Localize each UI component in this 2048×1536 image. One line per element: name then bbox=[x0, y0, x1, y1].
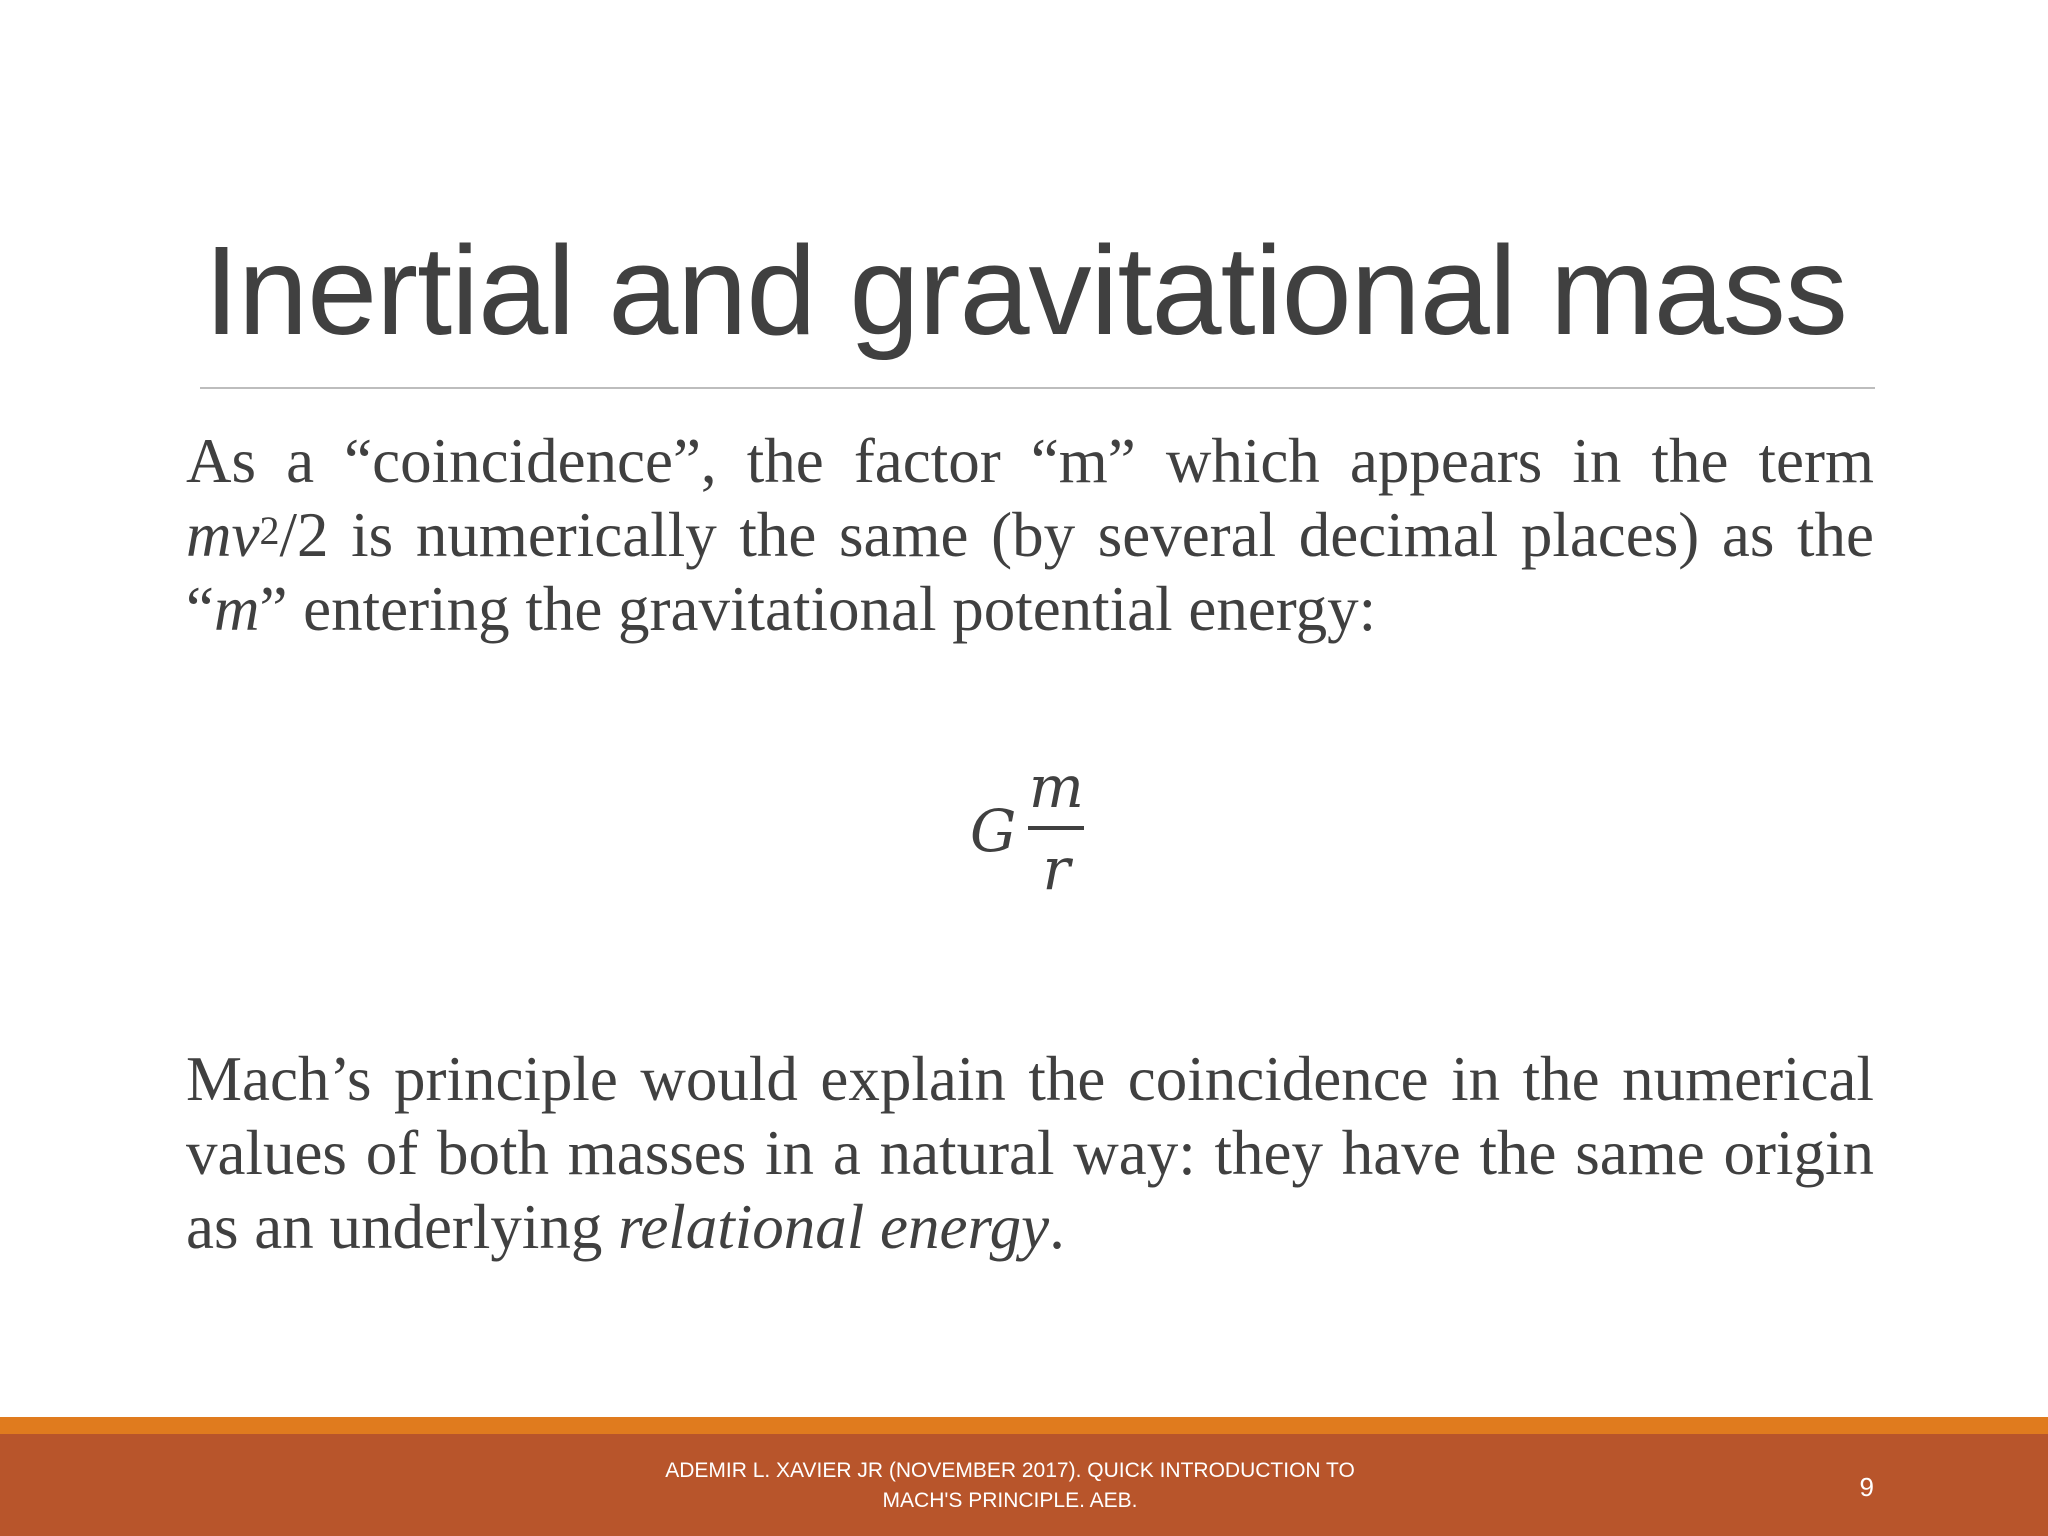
formula-coefficient: G bbox=[970, 797, 1017, 865]
footer-citation-line2: MACH'S PRINCIPLE. AEB. bbox=[882, 1489, 1138, 1512]
formula-numerator: m bbox=[1028, 753, 1084, 821]
gravitational-potential-formula bbox=[970, 748, 1084, 908]
paragraph-machs-principle bbox=[186, 1042, 1874, 1264]
paragraph2-text-a: Mach’s principle would explain the coincidence in the numerical values of both masses in a natural way: they have the same origin as an underlying bbox=[186, 1044, 1874, 1262]
formula-denominator: r bbox=[1042, 835, 1071, 903]
paragraph2-text-b: . bbox=[1049, 1192, 1065, 1262]
page-number: 9 bbox=[1859, 1472, 1874, 1502]
paragraph-mass-coincidence bbox=[186, 424, 1874, 646]
footer-band bbox=[0, 1434, 2048, 1536]
formula-fraction bbox=[1028, 748, 1084, 908]
footer-citation bbox=[640, 1456, 1380, 1516]
paragraph1-exponent: 2 bbox=[259, 508, 280, 553]
title-divider bbox=[200, 387, 1875, 389]
paragraph1-text-b: /2 is numerically the same (by several decimal places) as the “ bbox=[186, 500, 1874, 644]
slide-title: Inertial and gravitational mass bbox=[204, 220, 1847, 361]
paragraph1-term-m: m bbox=[213, 574, 260, 644]
paragraph1-text-a: As a “coincidence”, the factor “m” which appears in the term bbox=[186, 426, 1874, 496]
paragraph1-term-mv: mv bbox=[186, 500, 260, 570]
footer-accent-stripe bbox=[0, 1417, 2048, 1434]
paragraph2-relational-energy: relational energy bbox=[618, 1192, 1050, 1262]
paragraph1-text-c: ” entering the gravitational potential energy: bbox=[259, 574, 1377, 644]
footer-citation-line1: ADEMIR L. XAVIER JR (NOVEMBER 2017). QUICK INTRODUCTION TO bbox=[665, 1459, 1355, 1482]
